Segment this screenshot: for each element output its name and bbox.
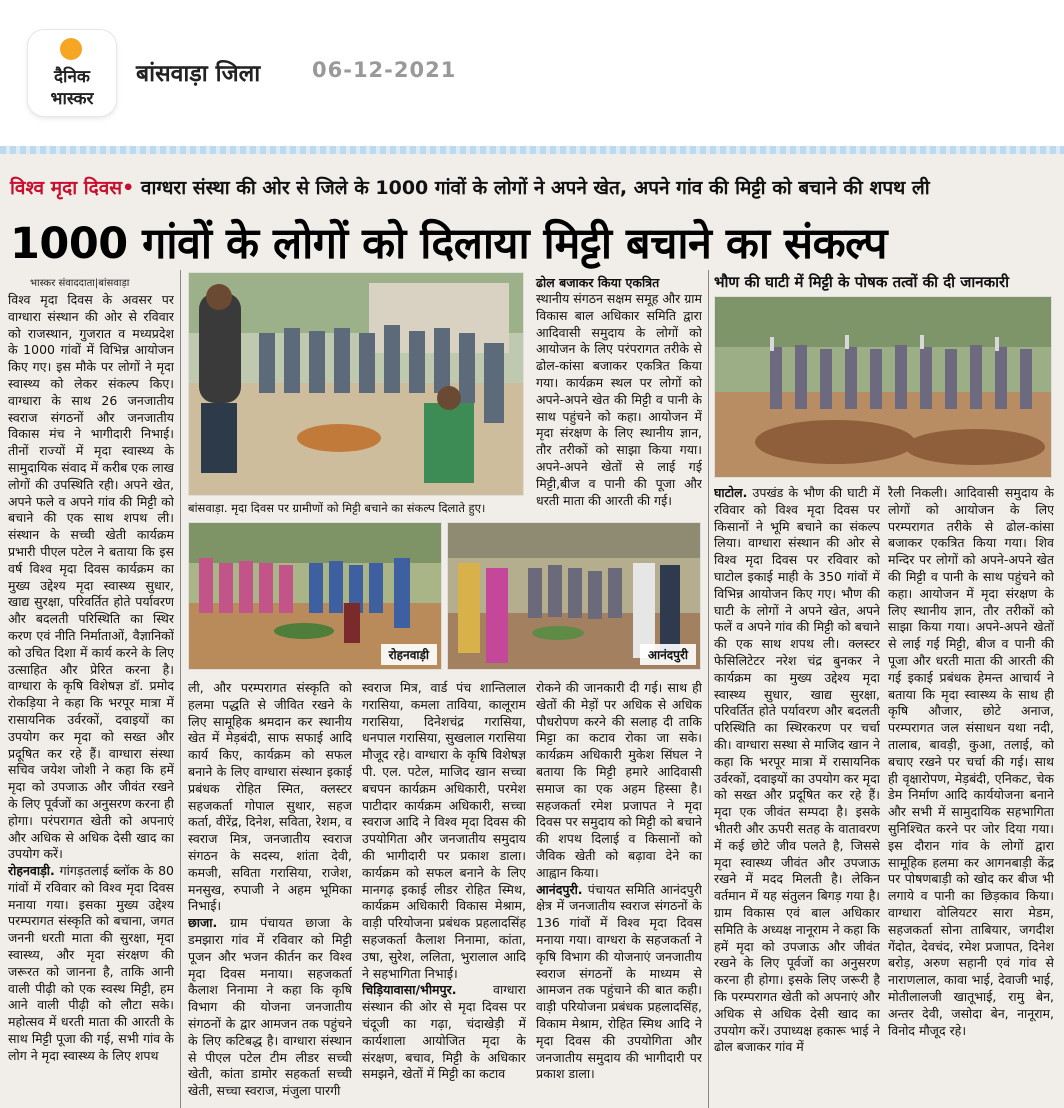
dateline-chhaja: छाजा. [188, 915, 218, 931]
logo-line-1: दैनिक [54, 67, 90, 87]
kicker [10, 174, 930, 200]
dainik-bhaskar-logo[interactable] [28, 30, 116, 116]
logo-line-2: भास्कर [50, 89, 94, 109]
column-2-text-b: ग्राम पंचायत छाजा के डमझारा गांव में रविवार को मिट्टी पूजन और भजन कीर्तन कर विश्व मृदा दिवस मनाया। सहजकर्ता कैलाश निनामा ने कहा कि कृषि विभाग की योजना जनजातीय संगठनों के द्वार आमजन तक पहुंचने के लिए कटिबद्ध है। वाग्धारा संस्थान से पीएल पटेल टीम लीडर सच्ची खेती, कांता डामोर सहकर्ता सच्ची खेती, सच्चा स्वराज, मंजुला पारगी [188, 915, 352, 1099]
photo-anandpuri-tag: आनंदपुरी [640, 644, 696, 665]
photo-banswara-image [189, 273, 523, 495]
dateline-ghatol: घाटोल. [714, 485, 748, 500]
column-6-text: रैली निकली। आदिवासी समुदाय के लोगों को आयोजन के लिए परम्परागत तरीके से ढोल-कांसा बजाकर एकत्रित किया गया। शिव मन्दिर पर लोगों को अपने-अपने खेत की मिट्टी व पानी के साथ पहुंचने को कहा। आयोजन में मृदा संरक्षण के लिए स्थानीय ज्ञान, तौर तरीकों को साझा किया गया। अपने-अपने खेतों से लाई गई मिट्टी, बीज व पानी की पूजा और धरती माता की आरती की गई इकाई प्रबंधक हेमन्त आचार्य ने बताया कि मृदा स्वास्थ्य के साथ ही कृषि औजार, छोटे अनाज, परम्परागत जल संसाधन यथा नदी, तालाब, बावड़ी, कुआ, तलाई, को बचाए रखने पर चर्चा की गई। साथ ही वृक्षारोपण, मेड़बंदी, एनिकट, चेक डेम निर्माण आदि कार्ययोजना बनाने और सभी में सामुदायिक सहभागिता सुनिश्चित करने पर जोर दिया गया। इस दौरान गांव के लोगों द्वारा सामूहिक हलमा कर आगनबाड़ी केंद्र पर पोषणबाड़ी को खोद कर बीज भी लगाये व पानी का छिड़काव किया। वाग्धारा वोलियटर सारा मेडम, सहजकर्ता सोना ताबियार, जगदीश गेंदोत, देवचंद, रमेश प्रजापत, दिनेश बरोड़, अरुण सहानी एवं गांव से नाराणलाल, कावा भाई, देवाजी भाई, मोतीलालजी खातूभाई, रामु बेन, अन्तर देवी, जसोदा बेन, नानूराम, विनोद मौजूद रहे। [888, 485, 1054, 1038]
column-divider [708, 270, 709, 1108]
photo-banswara[interactable] [188, 272, 524, 496]
column-3-text: स्वराज मित्र, वार्ड पंच शान्तिलाल गरासिया, कमला ताविया, कालूराम गरासिया, दिनेशचंद्र गरासिया, धनपाल गरासिया, सुखलाल गरासिया मौजूद रहे। वाग्धारा के कृषि विशेषज्ञ पी. एल. पटेल, माजिद खान सच्चा बचपन कार्यक्रम अधिकारी, परमेश पाटीदार कार्यक्रम अधिकारी, सच्चा स्वराज आदि ने विश्व मृदा दिवस की उपयोगिता और जनजातीय समुदाय की भागीदारी पर प्रकाश डाला। कार्यक्रम को सफल बनाने के लिए मानगढ़ इकाई लीडर रोहित स्मिथ, कार्यक्रम अधिकारी विकास मेश्राम, वाड़ी परियोजना प्रबंधक प्रहलादसिंह सहजकर्ता कैलाश निनामा, कांता, उषा, सुरेश, ललिता, भुरालाल आदि ने सहभागिता निभाई। [362, 680, 526, 981]
article-column-4 [536, 680, 702, 1104]
column-1-text-b: गांगड़तलाई ब्लॉक के 80 गांवों में रविवार को विश्व मृदा दिवस मनाया गया। इसका मुख्य उद्देश्य परम्परागत संस्कृति को बचाना, जगत जननी धरती माता की सुरक्षा, मृदा स्वास्थ्य, और मृदा संरक्षण की जरूरत को जानना है, ताकि आनी वाली पीढ़ी को एक स्वस्थ मिट्टी, हम आने वाली पीढ़ी को लौटा सके। महोत्सव में धरती माता की आरती के साथ मिट्टी पूजा की गई, सभी गांव के लोग ने मृदा स्वास्थ्य के लिए शपथ [8, 863, 174, 1063]
dateline-anandpuri: आनंदपुरी. [536, 881, 583, 897]
column-4-text-b: पंचायत समिति आनंदपुरी क्षेत्र में जनजातीय स्वराज संगठनों के 136 गांवों में विश्व मृदा दिवस मनाया गया। वाग्धरा के सहजकर्ता ने कृषि विभाग की योजनाएं जनजातीय स्वराज संगठनों के माध्यम से आमजन तक पहुंचाने की बात कही। वाड़ी परियोजना प्रबंधक प्रहलादसिंह, विकाम मेश्राम, रोहित स्मिथ आदि ने मृदा दिवस की उपयोगिता और जनजातीय समुदाय की भागीदारी पर प्रकाश डाला। [536, 881, 702, 1082]
photo-anandpuri[interactable] [447, 522, 701, 670]
photo-rohanwadi[interactable] [188, 522, 442, 670]
article-column-5 [714, 485, 880, 1105]
dateline-chidiyawasa: चिड़ियावासा/भीमपुर. [362, 982, 457, 998]
column-4-text: रोकने की जानकारी दी गई। साथ ही खेतों की मेड़ों पर अधिक से अधिक पौधरोपण करने की सलाह दी ताकि मिट्टा का कटाव रोका जा सके। कार्यक्रम अधिकारी मुकेश सिंघल ने बताया कि मिट्टी हमारे आदिवासी समाज का एक अहम हिस्सा है। सहजकर्ता रमेश प्रजापत ने मृदा दिवस पर समुदाय को मिट्टी को बचाने की शपथ दिलाई व किसानों को जैविक खेती को बढ़ावा देने का आह्वान किया। [536, 680, 702, 880]
app-header [0, 0, 1064, 146]
edition-district[interactable]: बांसवाड़ा जिला [136, 61, 261, 87]
dateline-rohanwadi: रोहनवाड़ी. [8, 863, 55, 879]
photo-banswara-caption: बांसवाड़ा. मृदा दिवस पर ग्रामीणों को मिट्टी बचाने का संकल्प दिलाते हुए। [188, 501, 486, 515]
column-2-text: ली, और परम्परागत संस्कृति को हलमा पद्धति से जीवित रखने के लिए सामूहिक श्रमदान कर स्थानीय खेत में मेड़बंदी, साफ सफाई आदि कार्य किए, कार्यक्रम को सफल बनाने के लिए वाग्धारा संस्थान इकाई प्रबंधक रोहित स्मित, क्लस्टर सहजकर्ता गोपाल सुथार, सहज कर्ता, वीरेंद्र, दिनेश, सविता, रेशम, व स्वराज मित्र, जनजातीय स्वराज संगठन के सदस्य, शांता देवी, कमजी, सविता गरासिया, राजेश, मनसुख, रुपाजी ने अहम भूमिका निभाई। [188, 680, 352, 914]
column-1-text: विश्व मृदा दिवस के अवसर पर वाग्धारा संस्थान की ओर से रविवार को राजस्थान, गुजरात व मध्यप्रदेश के 1000 गांवों में विभिन्न आयोजन किए गए। इस मौके पर लोगों ने मृदा स्वास्थ्य को लेकर संकल्प किए। वाग्धारा के साथ 26 जनजातीय स्वराज संगठनों और जनजातीय विकास मंच ने भागीदारी निभाई। तीनों राज्यों में मृदा स्वास्थ्य के सामुदायिक संवाद में करीब एक लाख लोगों की उपस्थिति रही। अपने खेत, अपने फले व अपने गांव की मिट्टी को बचाने की एक साथ शपथ ली। संस्थान के सच्ची खेती कार्यक्रम प्रभारी पीएल पटेल ने बताया कि इस वर्ष विश्व मृदा दिवस कार्यक्रम का मुख्य उद्देश्य मृदा स्वास्थ्य सुधार, खाद्य सुरक्षा, परिवर्तित होते पर्यावरण और बदलती परिस्थिति का स्थिर करण एवं नीति निर्माताओं, वैज्ञानिकों को उचित दिशा में कार्य करने के लिए उत्साहित और प्रेरित करना है। वाग्धारा के कृषि विशेषज्ञ डॉ. प्रमोद रोकड़िया ने कहा कि भरपूर मात्रा में रासायनिक उर्वरकों, दवाइयों का उपयोग कर मृदा को सख्त और प्रदूषित कर रहे हैं। वाग्धारा संस्था सचिव जयेश जोशी ने कहा कि हमें मृदा को उपजाऊ और जीवंत रखने के लिए पूर्वजों का अनुसरण करना ही होगा। परंपरागत खेती को अपनाएं और अधिक से अधिक देसी खाद का उपयोग करें। [8, 292, 174, 862]
headline: 1000 गांवों के लोगों को दिलाया मिट्टी बचाने का संकल्प [10, 219, 887, 269]
photo-rohanwadi-tag: रोहनवाड़ी [381, 644, 437, 665]
column-5-text: उपखंड के भौण की घाटी में रविवार को विश्व मृदा दिवस पर किसानों ने भूमि बचाने का संकल्प लिया। वाग्धारा संस्थान की ओर से विश्व मृदा दिवस पर रविवार को घाटोल इकाई माही के 350 गांवों में विभिन्न आयोजन किए गए। भौण की घाटी के लोगों ने अपने खेत, अपने फलें व अपने गांव की मिट्टी को बचाने की एक साथ शपथ ली। क्लस्टर फेसिलिटेटर नरेश चंद्र बुनकर ने कार्यक्रम का मुख्य उद्देश्य मृदा स्वास्थ्य सुधार, खाद्य सुरक्षा, परिवर्तित होते पर्यावरण और बदलती परिस्थिति का स्थिरकरण पर चर्चा की। वाग्धारा सस्था से माजिद खान ने कहा कि भरपूर मात्रा में रासायनिक उर्वरकों, दवाइयों का उपयोग कर मृदा को सख्त और प्रदूषित कर रहे हैं। मृदा एक जीवंत सम्पदा है। इसके भीतरी और ऊपरी सतह के वातावरण में कई छोटे जीव पलते है, जिससे मृदा स्वास्थ्य जीवंत और उपजाऊ रखने में मदद मिलती है। लेकिन वर्तमान में यह संतुलन बिगड़ गया है। ग्राम विकास एवं बाल अधिकार समिति के अध्यक्ष नानूराम ने कहा कि हमें मृदा को उपजाऊ और जीवंत रखने के लिए पूर्वजों का अनुसरण करना ही होगा। इसके लिए जरूरी है कि परम्परागत खेती को अपनाएं और अधिक से अधिक देसी खाद का उपयोग करें। उपाध्यक्ष हकारू भाई ने ढोल बजाकर गांव में [714, 485, 880, 1055]
photo-ghatol[interactable] [714, 296, 1052, 478]
article-column-3 [362, 680, 526, 1104]
article-column-1 [8, 292, 174, 1104]
edition-date[interactable]: 06-12-2021 [312, 58, 457, 82]
column-3-text-b: वाग्धारा संस्थान की ओर से मृदा दिवस पर चंदूजी का गढ़ा, चंदाखेड़ी में कार्यशाला आयोजित मृदा के संरक्षण, बचाव, मिट्टी के अधिकार समझने, खेतों में मिट्टी का कटाव [362, 982, 526, 1082]
column-4-top-text: स्थानीय संगठन सक्षम समूह और ग्राम विकास बाल अधिकार समिति द्वारा आदिवासी समुदाय के लोगों को आयोजन के लिए परंपरागत तरीके से ढोल-कांसा बजाकर एकत्रित किया गया। कार्यक्रम स्थल पर लोगों को अपने-अपने खेत की मिट्टी व पानी के साथ पहुंचने को कहा। आयोजन में मृदा संरक्षण के लिए स्थानीय ज्ञान, तौर तरीकों को साझा किया गया। अपने-अपने खेतों से लाई गई मिट्टी,बीज व पानी की पूजा और धरती माता की आरती की गई। [536, 291, 702, 508]
sun-icon [60, 38, 82, 60]
kicker-text: वाग्धरा संस्था की ओर से जिले के 1000 गांवों के लोगों ने अपने खेत, अपने गांव की मिट्टी को बचाने की शपथ ली [140, 177, 930, 199]
byline: भास्कर संवाददाता|बांसवाड़ा [30, 278, 130, 289]
article-column-6 [888, 485, 1054, 1105]
subhead-dhol: ढोल बजाकर किया एकत्रित [536, 275, 660, 290]
article-column-4-top [536, 291, 702, 519]
article-column-2 [188, 680, 352, 1104]
photo-ghatol-image [715, 297, 1051, 477]
kicker-label: विश्व मृदा दिवस• [10, 177, 135, 199]
column-divider [180, 270, 181, 1108]
side-story-headline: भौण की घाटी में मिट्टी के पोषक तत्वों की दी जानकारी [714, 273, 1010, 291]
header-divider [0, 146, 1064, 154]
